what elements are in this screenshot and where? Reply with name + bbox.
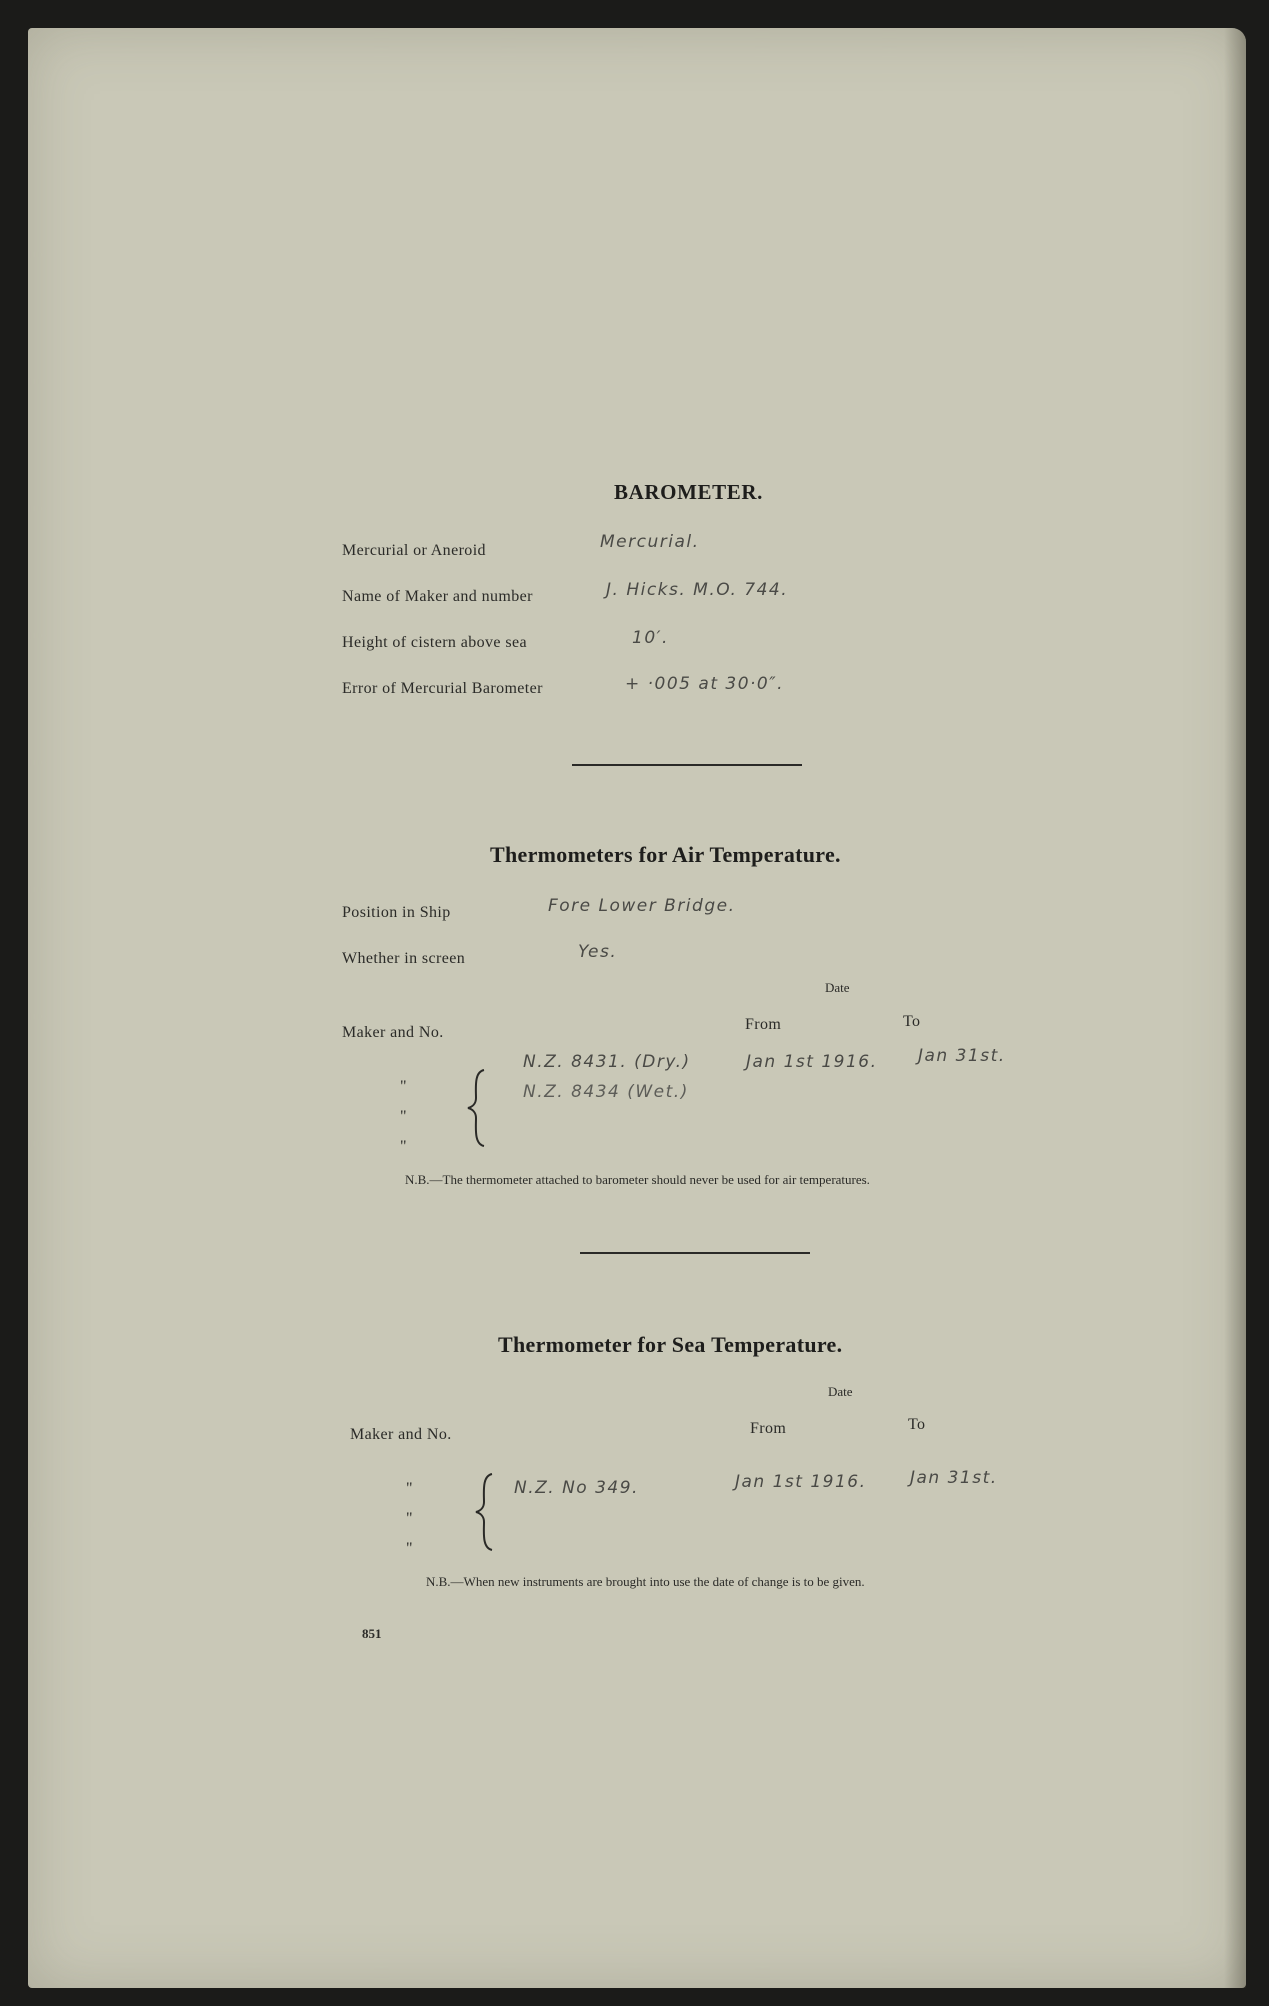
mercurial-or-aneroid-value: Mercurial.	[600, 532, 700, 552]
air-footnote: N.B.—The thermometer attached to barometer should never be used for air temperatures.	[405, 1172, 870, 1187]
maker-and-number-label: Name of Maker and number	[342, 588, 533, 605]
sea-maker-label: Maker and No.	[350, 1426, 452, 1443]
air-date-header: Date	[825, 980, 850, 995]
brace-icon	[466, 1068, 490, 1148]
sea-to-row-1: Jan 31st.	[910, 1468, 998, 1488]
ditto-mark: "	[406, 1480, 413, 1497]
position-in-ship-label: Position in Ship	[342, 904, 451, 921]
sea-date-header: Date	[828, 1384, 853, 1399]
cistern-height-label: Height of cistern above sea	[342, 634, 527, 651]
cistern-height-value: 10′.	[632, 628, 669, 648]
position-in-ship-value: Fore Lower Bridge.	[548, 896, 736, 916]
barometer-error-label: Error of Mercurial Barometer	[342, 680, 543, 697]
maker-and-number-value: J. Hicks. M.O. 744.	[606, 580, 789, 600]
brace-icon	[474, 1472, 498, 1552]
whether-in-screen-value: Yes.	[578, 942, 618, 962]
sea-footnote: N.B.—When new instruments are brought into use the date of change is to be given.	[426, 1574, 865, 1589]
air-maker-row-1: N.Z. 8431. (Dry.)	[523, 1052, 691, 1072]
air-to-header: To	[903, 1013, 921, 1030]
ditto-mark: "	[406, 1510, 413, 1527]
ditto-mark: "	[400, 1138, 407, 1155]
page-number: 851	[362, 1626, 382, 1641]
page-edge-shadow	[1224, 28, 1246, 1988]
sea-maker-row-1: N.Z. No 349.	[514, 1478, 639, 1498]
ditto-mark: "	[400, 1108, 407, 1125]
air-maker-row-2: N.Z. 8434 (Wet.)	[523, 1082, 689, 1102]
air-to-row-1: Jan 31st.	[918, 1046, 1006, 1066]
sea-from-header: From	[750, 1420, 787, 1437]
document-page	[28, 28, 1246, 1988]
section-divider-1	[572, 764, 802, 766]
section-divider-2	[580, 1252, 810, 1254]
air-from-header: From	[745, 1016, 782, 1033]
whether-in-screen-label: Whether in screen	[342, 950, 466, 967]
air-from-row-1: Jan 1st 1916.	[746, 1052, 878, 1072]
air-maker-label: Maker and No.	[342, 1024, 444, 1041]
barometer-error-value: + ·005 at 30·0″.	[625, 674, 784, 694]
barometer-title: BAROMETER.	[614, 480, 763, 504]
sea-from-row-1: Jan 1st 1916.	[735, 1472, 867, 1492]
ditto-mark: "	[400, 1078, 407, 1095]
air-temperature-title: Thermometers for Air Temperature.	[490, 842, 841, 867]
ditto-mark: "	[406, 1540, 413, 1557]
sea-temperature-title: Thermometer for Sea Temperature.	[498, 1332, 843, 1357]
sea-to-header: To	[908, 1416, 926, 1433]
mercurial-or-aneroid-label: Mercurial or Aneroid	[342, 542, 486, 559]
